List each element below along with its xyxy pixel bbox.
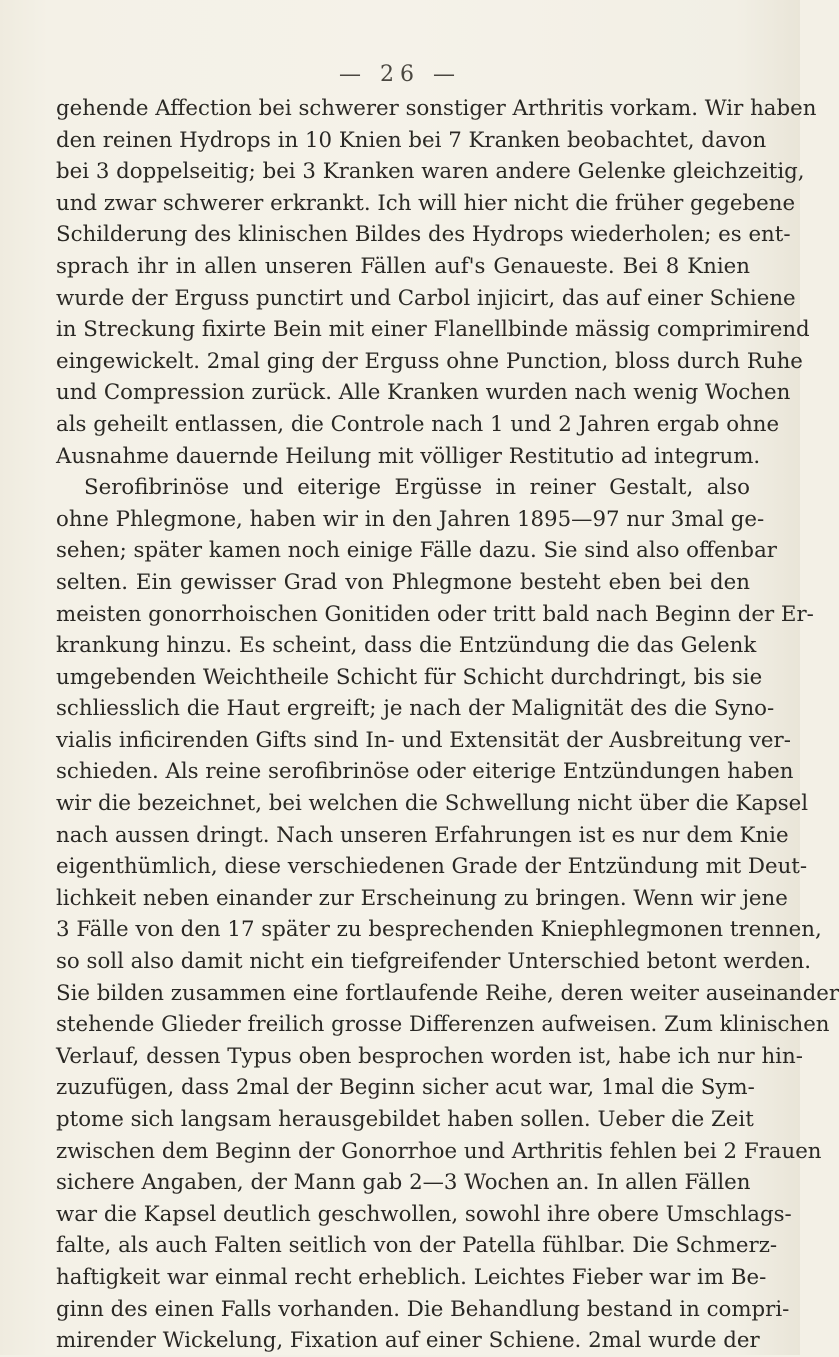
body-text [56,93,839,1357]
text-line: lichkeit neben einander zur Erscheinung zu bringen. Wenn wir jene [56,885,788,911]
text-line: in Streckung fixirte Bein mit einer Flanellbinde mässig comprimirend [56,317,810,343]
text-line: ohne Phlegmone, haben wir in den Jahren 1895—97 nur 3mal ge- [56,506,765,532]
text-line: zwischen dem Beginn der Gonorrhoe und Arthritis fehlen bei 2 Frauen [56,1138,822,1164]
text-line: haftigkeit war einmal recht erheblich. Leichtes Fieber war im Be- [56,1264,767,1290]
text-line: eingewickelt. 2mal ging der Erguss ohne Punction, bloss durch Ruhe [56,348,803,374]
text-line: wir die bezeichnet, bei welchen die Schwellung nicht über die Kapsel [56,791,809,817]
text-line: selten. Ein gewisser Grad von Phlegmone besteht eben bei den [56,569,750,595]
text-line: falte, als auch Falten seitlich von der Patella fühlbar. Die Schmerz- [56,1233,778,1259]
text-line: Schilderung des klinischen Bildes des Hydrops wiederholen; es ent- [56,222,791,248]
text-line: sehen; später kamen noch einige Fälle dazu. Sie sind also offenbar [56,538,777,564]
text-line: wurde der Erguss punctirt und Carbol injicirt, das auf einer Schiene [56,285,796,311]
text-line: und Compression zurück. Alle Kranken wurden nach wenig Wochen [56,380,791,406]
text-line: nach aussen dringt. Nach unseren Erfahrungen ist es nur dem Knie [56,822,789,848]
text-line: sprach ihr in allen unseren Fällen auf's Genaueste. Bei 8 Knien [56,253,750,279]
text-line: zuzufügen, dass 2mal der Beginn sicher acut war, 1mal die Sym- [56,1075,755,1101]
text-line: Ausnahme dauernde Heilung mit völliger Restitutio ad integrum. [56,443,761,469]
text-line: krankung hinzu. Es scheint, dass die Entzündung die das Gelenk [56,633,757,659]
text-line: stehende Glieder freilich grosse Differenzen aufweisen. Zum klinischen [56,1012,830,1038]
text-line: Verlauf, dessen Typus oben besprochen worden ist, habe ich nur hin- [56,1043,803,1069]
text-line: eigenthümlich, diese verschiedenen Grade der Entzündung mit Deut- [56,854,808,880]
text-line: ptome sich langsam herausgebildet haben sollen. Ueber die Zeit [56,1107,754,1132]
text-line: Sie bilden zusammen eine fortlaufende Reihe, deren weiter auseinander [56,980,839,1006]
page-number: — 26 — [339,62,461,87]
text-line: schliesslich die Haut ergreift; je nach der Malignität des die Syno- [56,696,775,722]
text-line: Serofibrinöse und eiterige Ergüsse in reiner Gestalt, also [84,475,750,501]
text-line: 3 Fälle von den 17 später zu besprechenden Kniephlegmonen trennen, [56,917,822,943]
text-line: und zwar schwerer erkrankt. Ich will hier nicht die früher gegebene [56,190,796,216]
text-line: sichere Angaben, der Mann gab 2—3 Wochen an. In allen Fällen [56,1170,751,1196]
text-line: war die Kapsel deutlich geschwollen, sowohl ihre obere Umschlags- [56,1201,792,1227]
text-line: ginn des einen Falls vorhanden. Die Behandlung bestand in compri- [56,1296,790,1322]
text-line: meisten gonorrhoischen Gonitiden oder tritt bald nach Beginn der Er- [56,601,814,627]
text-line: als geheilt entlassen, die Controle nach 1 und 2 Jahren ergab ohne [56,411,780,437]
text-line: den reinen Hydrops in 10 Knien bei 7 Kranken beobachtet, davon [56,127,767,153]
text-line: bei 3 doppelseitig; bei 3 Kranken waren andere Gelenke gleichzeitig, [56,159,805,185]
text-line: umgebenden Weichtheile Schicht für Schicht durchdringt, bis sie [56,664,763,690]
text-line: schieden. Als reine serofibrinöse oder eiterige Entzündungen haben [56,759,794,785]
text-line: gehende Affection bei schwerer sonstiger Arthritis vorkam. Wir haben [56,96,817,121]
text-line: mirender Wickelung, Fixation auf einer Schiene. 2mal wurde der [56,1328,760,1354]
text-line: vialis inficirenden Gifts sind In- und Extensität der Ausbreitung ver- [56,727,791,753]
text-line: so soll also damit nicht ein tiefgreifender Unterschied betont werden. [56,949,812,975]
